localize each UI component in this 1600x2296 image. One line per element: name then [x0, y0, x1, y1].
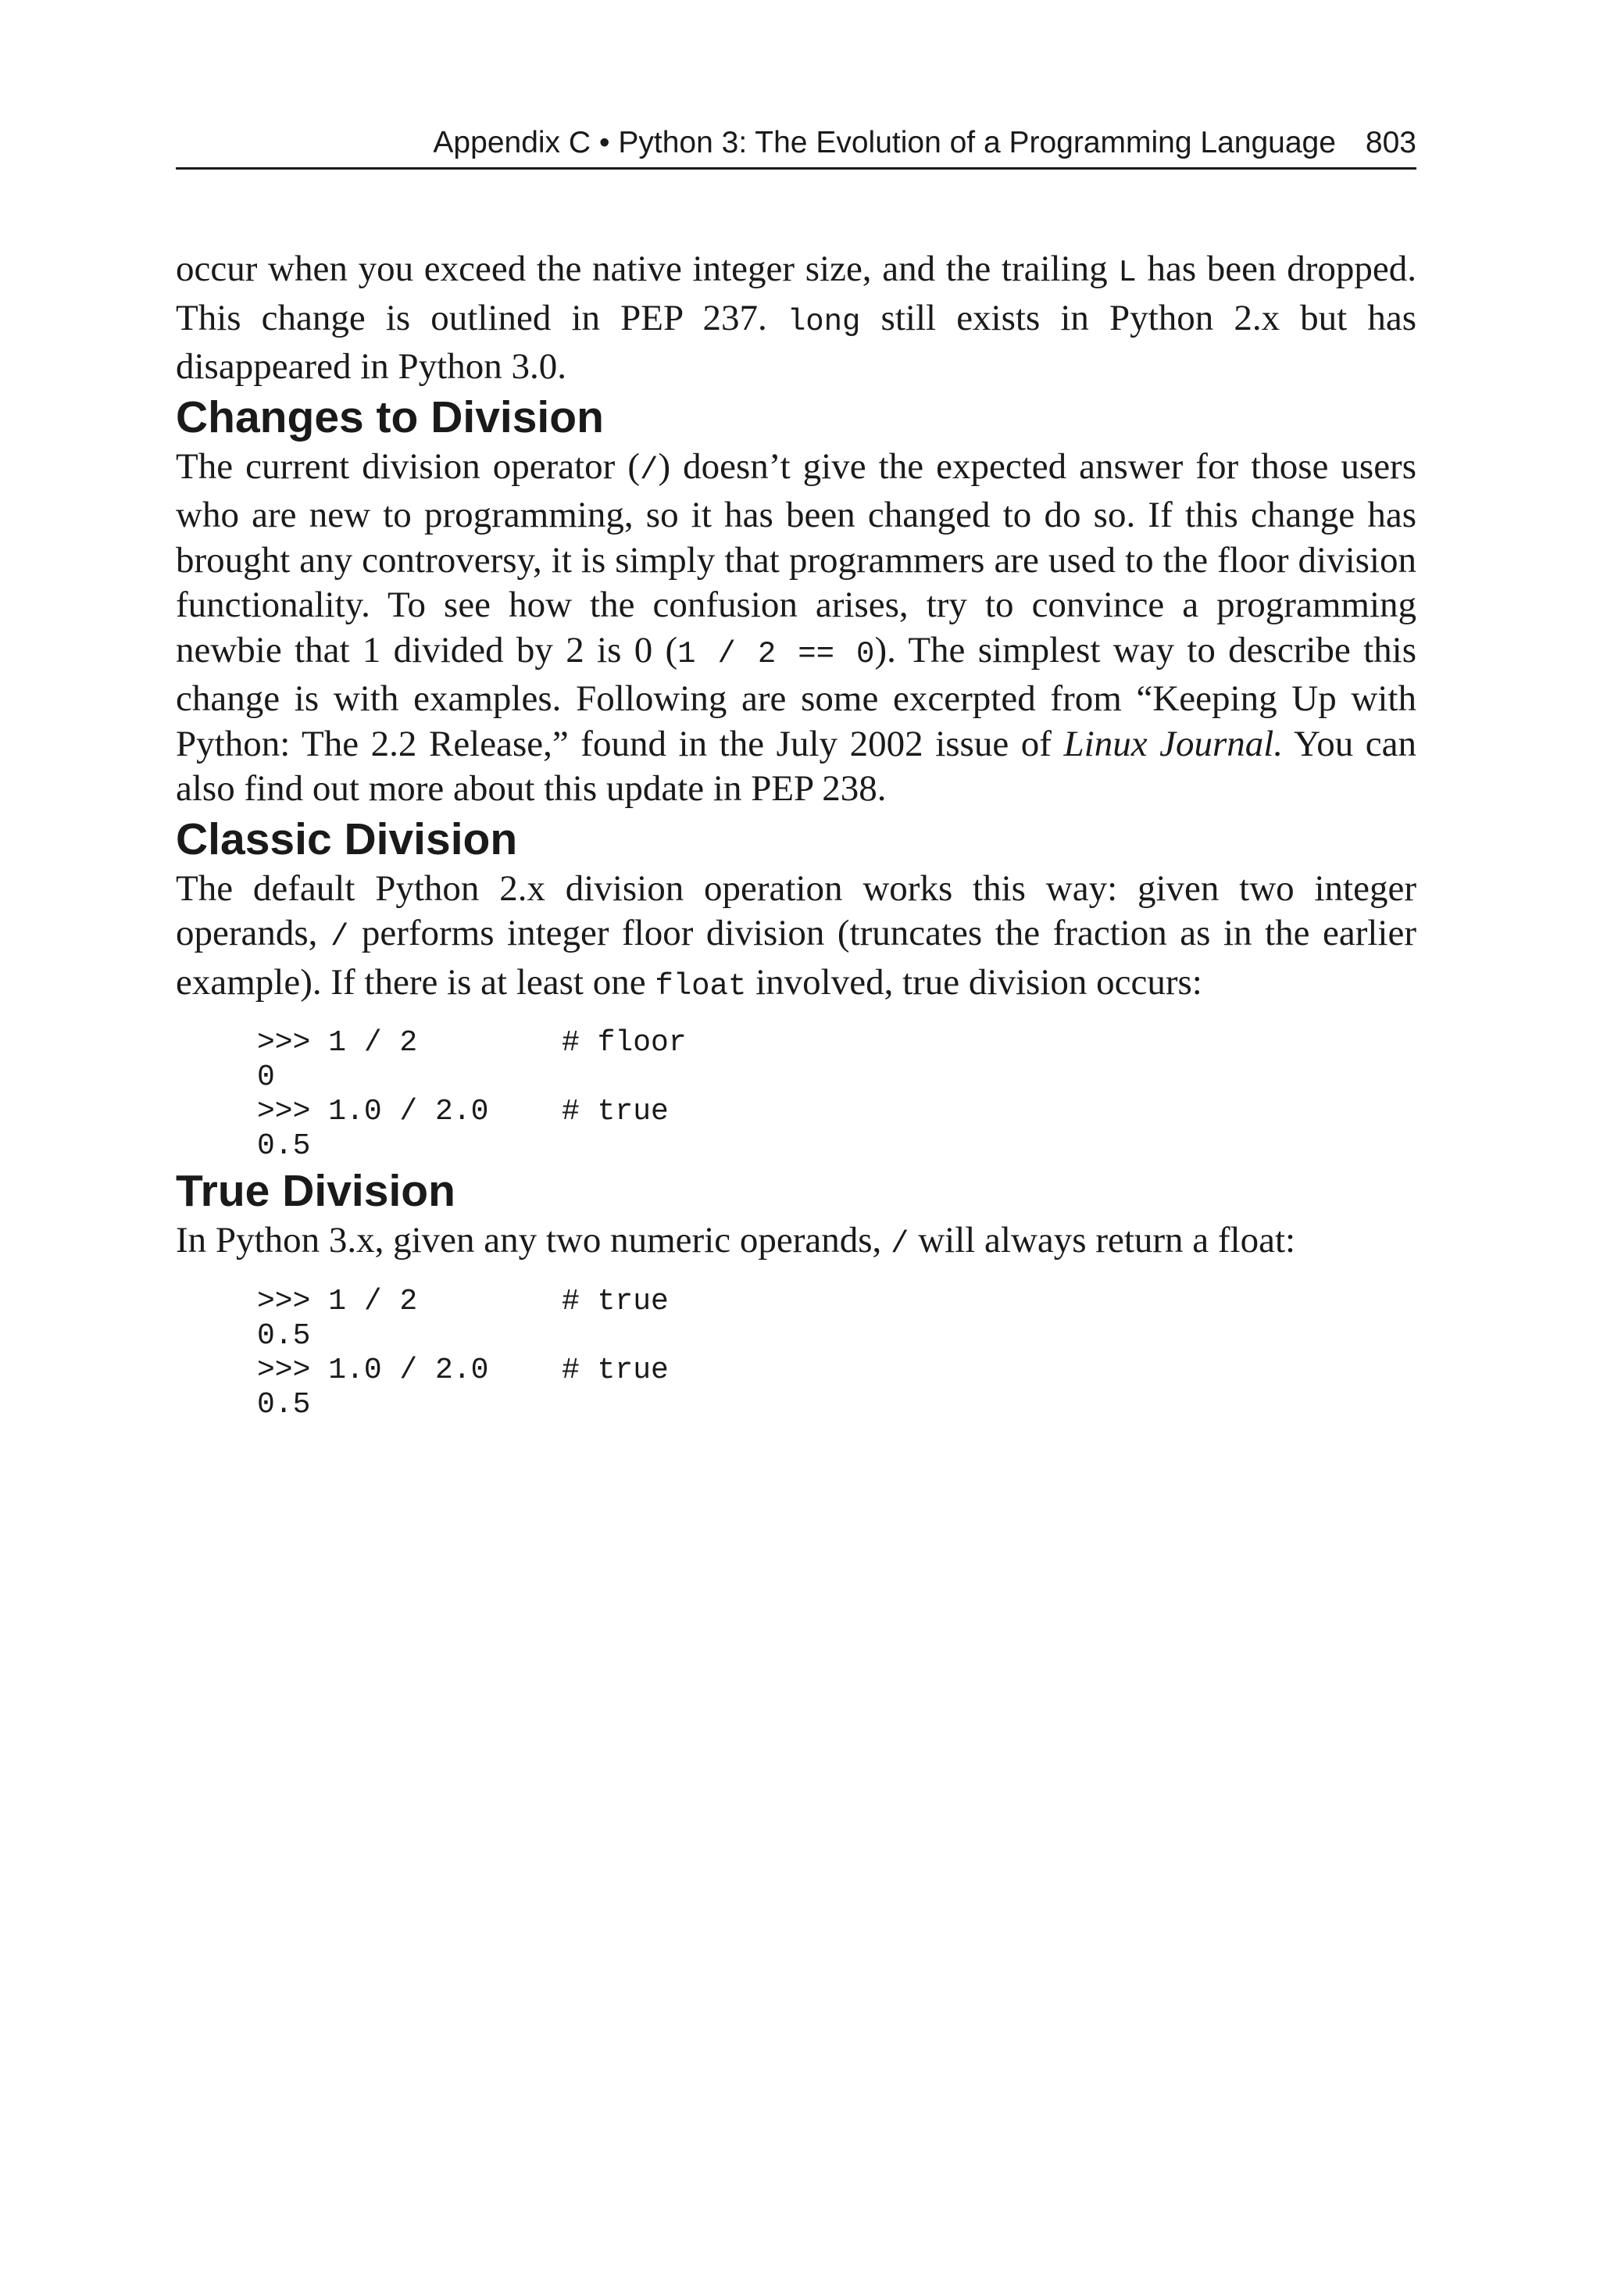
true-code-slash: /: [891, 1227, 909, 1261]
code-command: >>> 1.0 / 2.0: [257, 1353, 489, 1387]
intro-paragraph: [176, 247, 1416, 390]
code-output: 0.5: [257, 1387, 311, 1422]
changes-code-slash: /: [640, 452, 659, 488]
code-command: >>> 1 / 2: [257, 1284, 418, 1318]
heading-classic-division: Classic Division: [176, 814, 518, 864]
heading-true-division: True Division: [176, 1166, 455, 1216]
classic-code-block: [257, 1026, 1416, 1164]
page-content: [176, 247, 1416, 1422]
code-command: >>> 1.0 / 2.0: [257, 1095, 489, 1128]
code-line: [257, 1129, 1416, 1164]
code-output: 0.5: [257, 1318, 311, 1353]
code-comment: # true: [562, 1095, 669, 1128]
classic-code-float: float: [655, 968, 747, 1003]
intro-code-long: long: [787, 304, 861, 339]
changes-text-1: The current division operator (: [176, 445, 641, 487]
code-output: 0.5: [257, 1129, 311, 1163]
changes-code-expr: 1 / 2 == 0: [677, 636, 875, 671]
true-division-code-block: [257, 1285, 1416, 1422]
classic-paragraph: [176, 867, 1416, 1010]
code-line: [257, 1285, 1416, 1319]
page-number: 803: [1365, 126, 1416, 159]
classic-code-slash: /: [330, 920, 349, 954]
classic-text-3: involved, true division occurs:: [746, 961, 1202, 1003]
true-division-paragraph: [176, 1218, 1416, 1268]
intro-text-2: has been dropped. This change is outlined in PEP 237.: [176, 249, 1416, 338]
heading-changes-to-division: Changes to Division: [176, 392, 604, 442]
code-comment: # true: [562, 1353, 669, 1387]
classic-text-2: performs integer floor division (truncates the fraction as in the earlier example). If there is at least one: [176, 913, 1416, 1003]
code-comment: # floor: [562, 1026, 687, 1060]
code-line: [257, 1060, 1416, 1095]
code-line: [257, 1388, 1416, 1422]
code-line: [257, 1319, 1416, 1354]
classic-text-1: The default Python 2.x division operation works this way: given two integer operands,: [176, 867, 1416, 953]
code-line: [257, 1026, 1416, 1060]
journal-title: Linux Journal.: [1063, 723, 1284, 764]
intro-text-3: still exists in Python 2.x but has disappeared in Python 3.0.: [176, 297, 1416, 387]
code-output: 0: [257, 1060, 275, 1094]
true-text-2: will always return a float:: [909, 1220, 1296, 1261]
code-line: [257, 1354, 1416, 1388]
code-comment: # true: [562, 1284, 669, 1318]
running-title: Appendix C • Python 3: The Evolution of a Programming Language: [433, 126, 1336, 159]
changes-text-4: You can also find out more about this update in PEP 238.: [176, 723, 1417, 809]
changes-text-2: ) doesn’t give the expected answer for those users who are new to programming, so it has been changed to do so. If this change has brought any controversy, it is simply that programmers are used to the floor division functionality. To see how the confusion arises, try to convince a programming newbie that 1 divided by 2 is 0 (: [176, 445, 1416, 671]
changes-paragraph: [176, 445, 1416, 812]
intro-text-1: occur when you exceed the native integer size, and the trailing: [176, 249, 1119, 289]
changes-text-3: ). The simplest way to describe this change is with examples. Following are some excerpted from “Keeping Up with Python: The 2.2 Release,” found in the July 2002 issue of: [176, 629, 1416, 764]
code-command: >>> 1 / 2: [257, 1026, 418, 1060]
intro-code-L: L: [1118, 256, 1137, 290]
true-text-1: In Python 3.x, given any two numeric operands,: [176, 1220, 891, 1261]
running-head: [176, 125, 1416, 170]
code-line: [257, 1095, 1416, 1129]
